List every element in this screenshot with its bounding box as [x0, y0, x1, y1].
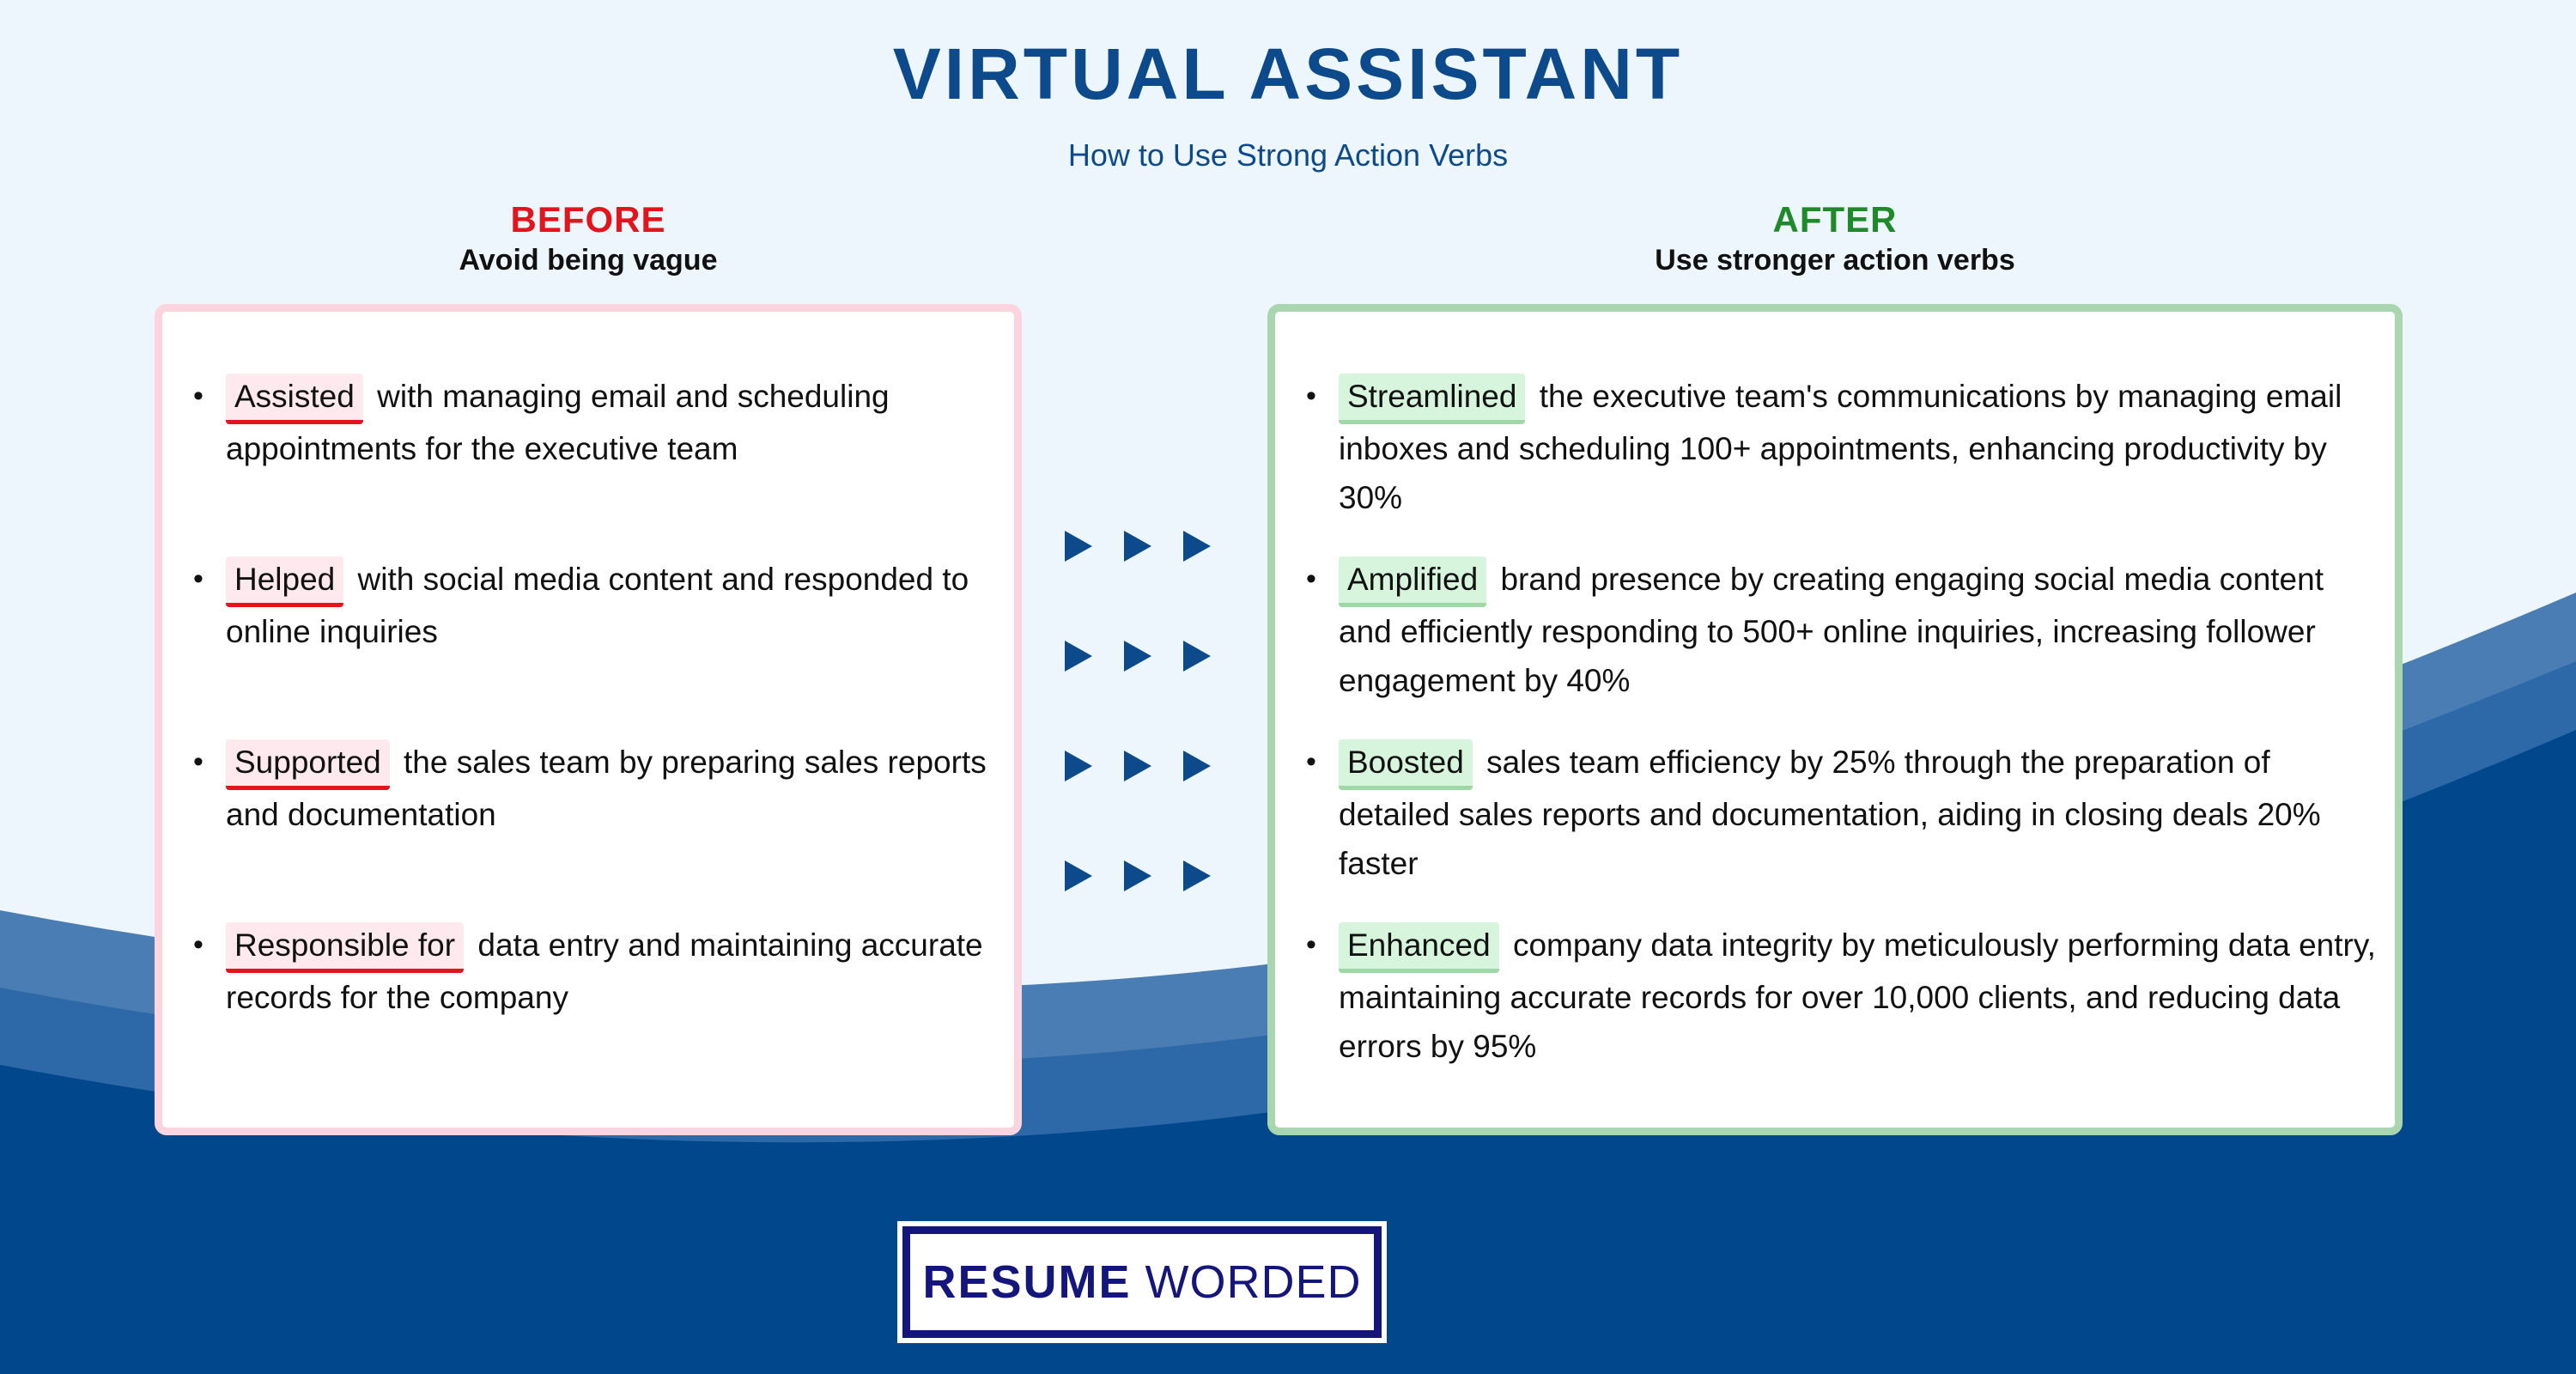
bullet: • — [193, 928, 204, 961]
after-item — [1306, 555, 2378, 705]
after-header — [1267, 199, 2403, 277]
after-panel — [1267, 304, 2403, 1135]
weak-verb: Responsible for — [226, 922, 464, 973]
after-item — [1306, 921, 2378, 1071]
triangle-right-icon — [1065, 751, 1092, 781]
strong-verb: Enhanced — [1339, 922, 1499, 973]
triangle-right-icon — [1065, 860, 1092, 891]
before-item — [193, 555, 997, 656]
before-item — [193, 921, 997, 1022]
bullet: • — [1306, 380, 1316, 412]
triangle-right-icon — [1065, 531, 1092, 562]
arrow-group — [1065, 641, 1211, 672]
triangle-right-icon — [1124, 860, 1151, 891]
item-text: sales team efficiency by 25% through the preparation of detailed sales reports and documentation, aiding in closing deals 20% faster — [1339, 745, 2321, 881]
triangle-right-icon — [1124, 531, 1151, 562]
after-item — [1306, 372, 2378, 522]
after-item — [1306, 738, 2378, 888]
strong-verb: Amplified — [1339, 556, 1486, 607]
after-subtitle: Use stronger action verbs — [1655, 244, 2015, 277]
strong-verb: Boosted — [1339, 739, 1473, 790]
triangle-right-icon — [1183, 751, 1211, 781]
before-subtitle: Avoid being vague — [459, 244, 718, 277]
page-title: VIRTUAL ASSISTANT — [892, 33, 1684, 114]
bullet: • — [193, 562, 204, 595]
arrow-group — [1065, 531, 1211, 562]
weak-verb: Supported — [226, 739, 390, 790]
item-text: with social media content and responded to online inquiries — [226, 562, 969, 649]
triangle-right-icon — [1124, 641, 1151, 672]
triangle-right-icon — [1124, 751, 1151, 781]
arrow-group — [1065, 860, 1211, 891]
before-item — [193, 738, 997, 839]
arrow-group — [1065, 751, 1211, 781]
bullet: • — [193, 380, 204, 412]
item-text: with managing email and scheduling appointments for the executive team — [226, 379, 890, 466]
before-label: BEFORE — [510, 199, 666, 240]
item-text: brand presence by creating engaging social media content and efficiently responding to 500+ online inquiries, increasing follower engagement by 40% — [1339, 562, 2324, 698]
after-label: AFTER — [1772, 199, 1898, 240]
before-header — [155, 199, 1022, 277]
triangle-right-icon — [1065, 641, 1092, 672]
bullet: • — [1306, 745, 1316, 778]
before-item — [193, 372, 997, 473]
weak-verb: Helped — [226, 556, 343, 607]
triangle-right-icon — [1183, 531, 1211, 562]
triangle-right-icon — [1183, 860, 1211, 891]
logo-word-resume: RESUME — [922, 1256, 1132, 1308]
item-text: company data integrity by meticulously performing data entry, maintaining accurate records for over 10,000 clients, and reducing data errors by 95% — [1339, 927, 2376, 1064]
bullet: • — [1306, 562, 1316, 595]
strong-verb: Streamlined — [1339, 374, 1525, 424]
before-panel — [155, 304, 1022, 1135]
item-text: the sales team by preparing sales reports and documentation — [226, 745, 987, 832]
resume-worded-logo[interactable] — [902, 1226, 1382, 1338]
bullet: • — [1306, 928, 1316, 961]
page-subtitle: How to Use Strong Action Verbs — [1067, 137, 1509, 173]
logo-word-worded: WORDED — [1145, 1256, 1362, 1308]
weak-verb: Assisted — [226, 374, 363, 424]
item-text: the executive team's communications by managing email inboxes and scheduling 100+ appointments, enhancing productivity by 30% — [1339, 379, 2342, 515]
bullet: • — [193, 745, 204, 778]
triangle-right-icon — [1183, 641, 1211, 672]
item-text: data entry and maintaining accurate records for the company — [226, 927, 983, 1015]
